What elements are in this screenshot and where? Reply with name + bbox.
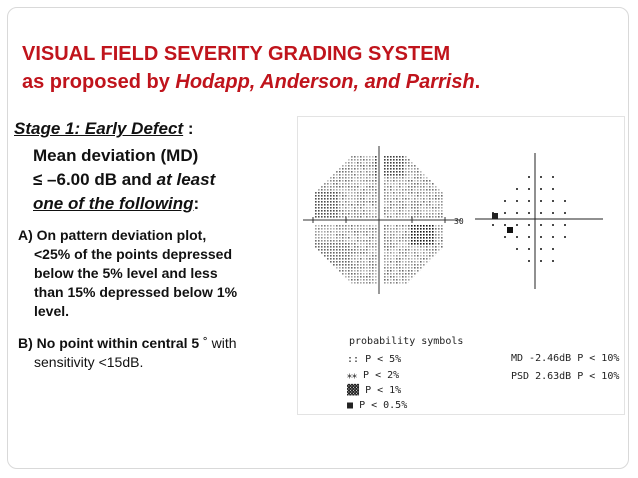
- symbol-p05: [347, 400, 407, 411]
- pd-point: [528, 260, 530, 262]
- psd-statistic: PSD 2.63dB P < 10%: [511, 371, 620, 382]
- symbol-p05-text: P < 0.5%: [359, 400, 408, 411]
- pd-symbol-p1: [492, 213, 498, 219]
- pd-point: [540, 224, 542, 226]
- pd-symbol-p05: [507, 227, 513, 233]
- md-at-least: at least: [156, 170, 216, 189]
- pd-point: [528, 200, 530, 202]
- criterion-a-line-5: level.: [34, 303, 70, 319]
- title-line-1: VISUAL FIELD SEVERITY GRADING SYSTEM: [22, 43, 451, 65]
- pd-point: [504, 200, 506, 202]
- md-colon: :: [193, 194, 200, 213]
- md-line-1: Mean deviation (MD): [33, 146, 199, 165]
- pd-point: [528, 176, 530, 178]
- pd-point: [540, 200, 542, 202]
- probability-symbols-title: probability symbols: [349, 336, 464, 347]
- pd-point: [528, 236, 530, 238]
- symbol-p1-text: P < 1%: [365, 385, 402, 396]
- symbol-p2: [347, 370, 399, 381]
- pd-point: [516, 212, 518, 214]
- criterion-a-line-3: below the 5% level and less: [34, 265, 218, 281]
- symbol-p5: [347, 354, 401, 365]
- md-line-3: [33, 192, 215, 216]
- pd-point: [540, 248, 542, 250]
- pd-point: [540, 260, 542, 262]
- pd-point: [492, 224, 494, 226]
- pd-point: [528, 224, 530, 226]
- criterion-b: [18, 334, 308, 372]
- pd-point: [552, 236, 554, 238]
- title-authors: Hodapp, Anderson, and Parrish: [175, 71, 475, 93]
- pd-point: [564, 212, 566, 214]
- pd-point: [516, 224, 518, 226]
- pd-point: [504, 212, 506, 214]
- criterion-b-text: B) No point within central 5: [18, 335, 204, 351]
- symbol-p2-glyph: ⁎⁎: [347, 370, 357, 381]
- symbol-p5-glyph: ::: [347, 354, 360, 365]
- md-statistic: MD -2.46dB P < 10%: [511, 353, 620, 364]
- md-one-of: one of the following: [33, 194, 194, 213]
- title-prefix: as proposed by: [22, 71, 176, 93]
- pd-point: [552, 248, 554, 250]
- pd-point: [540, 176, 542, 178]
- stage-colon: :: [183, 119, 194, 138]
- pd-point: [540, 236, 542, 238]
- symbol-p1: [347, 385, 401, 396]
- pd-point: [516, 188, 518, 190]
- pd-point: [504, 224, 506, 226]
- symbol-p2-text: P < 2%: [363, 370, 400, 381]
- criterion-b-line-2: sensitivity <15dB.: [34, 354, 144, 370]
- criterion-a-line-4: than 15% depressed below 1%: [34, 284, 238, 300]
- pd-point: [528, 188, 530, 190]
- md-criteria: [33, 144, 215, 216]
- criterion-b-line-1: [18, 335, 237, 351]
- criterion-a-line-2: <25% of the points depressed: [34, 246, 232, 262]
- pd-point: [564, 224, 566, 226]
- stage-label: Stage 1: Early Defect: [14, 119, 184, 138]
- md-line-2: [33, 168, 215, 192]
- pd-point: [552, 224, 554, 226]
- criterion-b-with: with: [207, 335, 237, 351]
- visual-field-printout: [297, 116, 625, 415]
- pd-point: [552, 200, 554, 202]
- pd-point: [564, 200, 566, 202]
- pd-point: [540, 188, 542, 190]
- pd-point: [552, 176, 554, 178]
- degree-symbol: ˚: [203, 335, 208, 351]
- pd-point: [516, 248, 518, 250]
- pd-point: [516, 236, 518, 238]
- pd-point: [564, 236, 566, 238]
- symbol-p1-glyph: ▓▓: [347, 385, 360, 396]
- pd-point: [552, 260, 554, 262]
- pd-point: [528, 248, 530, 250]
- pd-point: [504, 236, 506, 238]
- criterion-a-line-1: A) On pattern deviation plot,: [18, 227, 207, 243]
- criterion-a: [18, 226, 298, 321]
- slide-title: [22, 40, 480, 96]
- symbol-p05-glyph: ■: [347, 400, 354, 411]
- md-threshold: ≤ –6.00 dB and: [33, 170, 157, 189]
- title-line-2: [22, 68, 480, 96]
- pd-point: [552, 212, 554, 214]
- pd-point: [540, 212, 542, 214]
- pd-point: [528, 212, 530, 214]
- pd-point: [516, 200, 518, 202]
- title-suffix: .: [474, 71, 481, 93]
- axis-label-30: 30: [454, 217, 464, 226]
- stage-heading: [14, 119, 194, 139]
- symbol-p5-text: P < 5%: [365, 354, 402, 365]
- pd-point: [552, 188, 554, 190]
